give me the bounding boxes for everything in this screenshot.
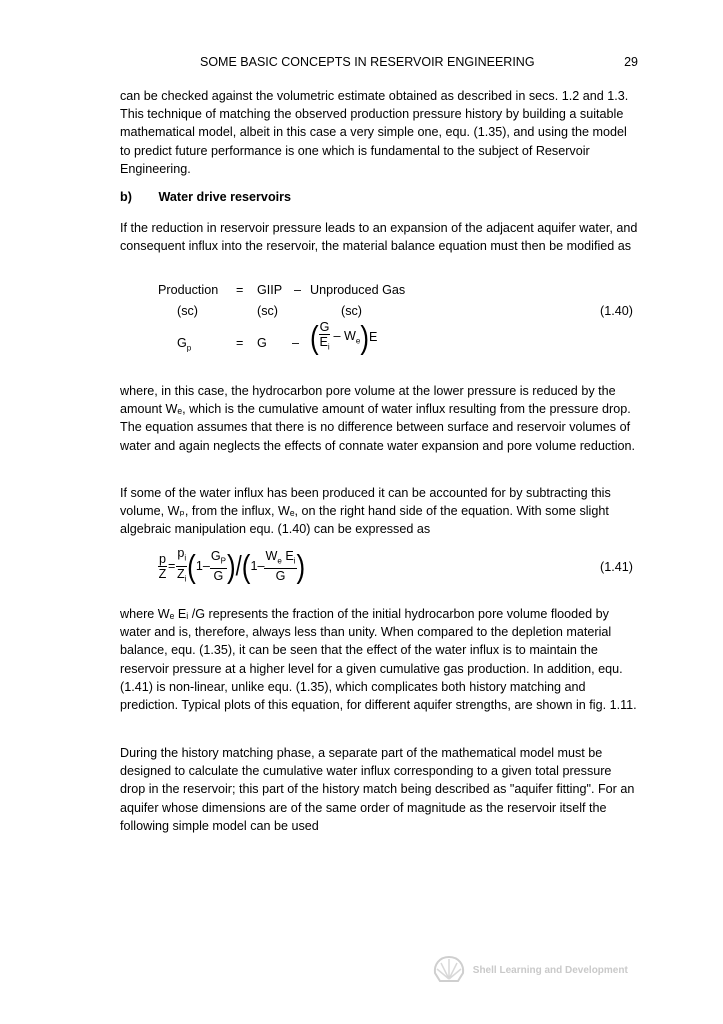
eq-141-p-over-z: $\frac{p}{Z}$ [158,551,167,581]
eq-141-gp-over-g: $\frac{G_P}{G}$ [210,548,226,584]
paragraph-1: can be checked against the volumetric estimate obtained as described in secs. 1.2 and 1.3. This technique of matching the observed production pressure history by building a suitable mathematical model, albeit in this case a very simple one, equ. (1.35), and using the model to predict future performance is one which is fundamental to the subject of Reservoir Engineering. [120,89,629,176]
eq-140-row3-minus: – [292,336,300,350]
eq-140-sc-1: (sc) [177,304,198,318]
eq-140-equals: = [236,283,244,297]
eq-141: $\frac{p}{Z}$ = $\frac{p_i}{Z_i}$ ( 1– $\frac{G_P}{G}$ ) / ( 1– $\frac{W_e E_i}{G}$ ) [158,546,306,585]
right-paren: ) [360,318,369,356]
logo-text: Shell Learning and Development [472,964,628,976]
eq-141-we-ei-over-g: $\frac{W_e E_i}{G}$ [265,548,296,584]
eq-140-giip: GIIP [257,283,283,297]
eq-140-row3-g: G [257,336,267,350]
left-paren-2: ( [241,547,251,585]
eq-141-pi-over-zi: $\frac{p_i}{Z_i}$ [177,546,187,584]
eq-140-minus: – [294,283,302,297]
section-heading [120,190,291,204]
eq-140-unproduced: Unproduced Gas [310,283,406,297]
paragraph-2: If the reduction in reservoir pressure leads to an expansion of the adjacent aquifer water, and consequent influx into the reservoir, the material balance equation must then be modified as [120,221,638,254]
left-paren: ( [187,547,196,585]
running-title: SOME BASIC CONCEPTS IN RESERVOIR ENGINEERING [200,55,535,69]
section-title: Water drive reservoirs [158,190,292,204]
paragraph-4: If some of the water influx has been produced it can be accounted for by subtracting this volume, Wₚ, from the influx, Wₑ, on the right hand side of the equation. With some slight algebraic manipulation equ. (1.40) can be expressed as [120,486,611,537]
eq-140-bracket-term: ( $\frac{G}{E_i}$ – $W_e$ ) E [310,318,378,356]
eq-140-row3-equals: = [236,336,244,350]
eq-140-we: – $W_e$ [333,329,361,346]
eq-140-fraction: $\frac{G}{E_i}$ [319,320,330,352]
eq-140-row1: Production [158,283,219,297]
eq-140-sc-3: (sc) [341,304,362,318]
paragraph-5: where Wₑ Eᵢ /G represents the fraction of the initial hydrocarbon pore volume flooded by water and is, therefore, always less than unity. When compared to the depletion material balance, equ. (1.35), it can be seen that the effect of the water influx is to maintain the reservoir pressure at a higher level for a given cumulative gas production. In addition, equ. (1.41) is non-linear, unlike equ. (1.35), which complicates both history matching and prediction. Typical plots of this equation, for different aquifer strengths, are shown in fig. 1.11. [120,607,637,713]
right-paren-2: ) [296,547,306,585]
shell-logo [432,955,628,985]
eq-141-number: (1.41) [600,560,633,574]
right-paren: ) [227,547,236,585]
shell-pecten-icon [432,955,466,985]
page-number: 29 [624,55,638,69]
paragraph-6: During the history matching phase, a separate part of the mathematical model must be designed to calculate the cumulative water influx corresponding to a given total pressure drop in the reservoir; this part of the history match being described as "aquifer fitting". For an aquifer whose dimensions are of the same order of magnitude as the reservoir itself the following simple model can be used [120,746,635,833]
section-label: b) [120,190,132,204]
left-paren: ( [310,318,319,356]
eq-140-gp: $G_p$ [177,336,192,353]
eq-140-sc-2: (sc) [257,304,278,318]
eq-140-number: (1.40) [600,304,633,318]
paragraph-3: where, in this case, the hydrocarbon pore volume at the lower pressure is reduced by the amount Wₑ, which is the cumulative amount of water influx resulting from the pressure drop. The equation assumes that there is no difference between surface and reservoir volumes of water and again neglects the effects of connate water expansion and pore volume reduction. [120,384,636,453]
